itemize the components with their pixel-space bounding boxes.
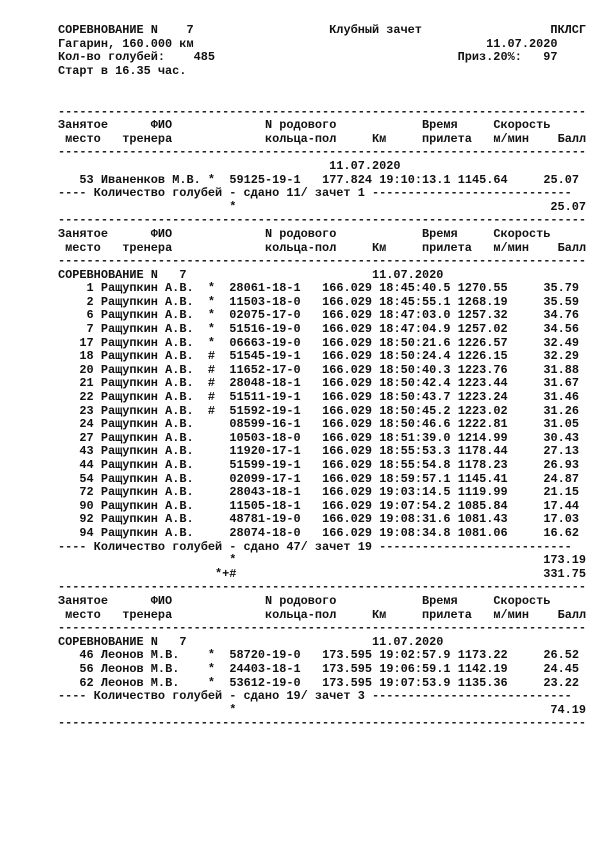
arrival-time: 18:45:55.1	[379, 294, 451, 309]
mark: *	[207, 172, 216, 187]
header-line-4	[58, 65, 586, 79]
speed: 1223.44	[457, 376, 508, 391]
points: 35.79	[543, 281, 579, 296]
points: 24.87	[543, 471, 580, 486]
race-report	[58, 24, 586, 731]
col-speed-sub: м/мин	[493, 607, 530, 622]
points: 31.88	[543, 362, 580, 377]
trainer-name: Ращупкин А.В.	[100, 417, 194, 432]
speed: 1270.55	[457, 281, 508, 296]
ring-number: 51599-19-1	[229, 458, 301, 472]
place: 90	[79, 498, 94, 513]
speed: 1119.99	[457, 485, 508, 500]
total-line	[58, 704, 586, 718]
col-time-sub: прилета	[421, 240, 472, 255]
header-line-3	[58, 51, 586, 65]
arrival-time: 18:50:21.6	[379, 335, 451, 350]
ring-number: 59125-19-1	[229, 172, 301, 187]
section-date: 11.07.2020	[329, 158, 401, 173]
blank-line	[58, 78, 586, 92]
ring-number: 58720-19-0	[229, 648, 301, 663]
points: 32.29	[543, 349, 580, 364]
section-competition-number: 7	[179, 267, 187, 282]
place: 92	[79, 512, 94, 527]
speed: 1145.64	[457, 172, 508, 187]
trainer-name: Ращупкин А.В.	[100, 444, 194, 459]
distance-km: 166.029	[322, 512, 373, 527]
mark: #	[207, 390, 216, 405]
section-date: 11.07.2020	[372, 267, 444, 282]
place: 62	[79, 675, 94, 690]
points: 31.26	[543, 403, 580, 418]
points: 27.13	[543, 444, 580, 459]
mark: *	[207, 335, 216, 350]
trainer-name: Ращупкин А.В.	[100, 485, 194, 500]
ring-number: 53612-19-0	[229, 675, 301, 690]
summary-line: ---- Количество голубей - сдано 47/ зачет 19 ---------------------------	[58, 539, 572, 554]
rule: --------------------------------------------------------------------------	[58, 104, 587, 119]
arrival-time: 19:10:13.1	[379, 172, 451, 187]
mark: #	[207, 362, 216, 377]
distance-km: 177.824	[322, 172, 373, 187]
distance-km: 166.029	[322, 444, 373, 459]
distance-km: 166.029	[322, 458, 373, 472]
column-header-2	[58, 609, 586, 623]
mark: *	[207, 661, 216, 676]
points: 26.93	[543, 458, 580, 472]
arrival-time: 19:07:54.2	[379, 498, 451, 513]
distance-km: 173.595	[322, 661, 373, 676]
col-time: Время	[421, 118, 458, 133]
speed: 1178.44	[457, 444, 508, 459]
points: 26.52	[543, 648, 580, 663]
section-competition: СОРЕВНОВАНИЕ N	[58, 267, 158, 282]
trainer-name: Ращупкин А.В.	[100, 471, 194, 486]
speed: 1226.57	[457, 335, 508, 350]
column-header-2	[58, 133, 586, 147]
result-row	[58, 405, 586, 419]
speed: 1081.06	[457, 525, 508, 540]
place: 6	[86, 308, 94, 323]
col-ring-sub: кольца-пол	[264, 607, 337, 622]
speed: 1145.41	[457, 471, 508, 486]
speed: 1214.99	[457, 430, 508, 445]
result-row	[58, 296, 586, 310]
arrival-time: 18:59:57.1	[379, 471, 451, 486]
column-header-1	[58, 119, 586, 133]
points: 31.05	[543, 417, 580, 432]
points: 23.22	[543, 675, 580, 690]
ring-number: 10503-18-0	[229, 430, 301, 445]
points: 34.76	[543, 308, 579, 323]
points: 17.03	[543, 512, 580, 527]
trainer-name: Ращупкин А.В.	[100, 349, 194, 364]
col-time-sub: прилета	[421, 607, 472, 622]
distance-km: 166.029	[322, 485, 373, 500]
speed: 1081.43	[457, 512, 508, 527]
col-time: Время	[421, 593, 458, 608]
rule: --------------------------------------------------------------------------	[58, 580, 587, 595]
ring-number: 51516-19-0	[229, 322, 301, 337]
distance-km: 166.029	[322, 390, 373, 405]
trainer-name: Ращупкин А.В.	[100, 403, 194, 418]
col-ring: N родового	[264, 226, 337, 241]
col-speed: Скорость	[493, 226, 551, 241]
col-place: Занятое	[58, 118, 108, 133]
total-line	[58, 201, 586, 215]
summary-line: ---- Количество голубей - сдано 19/ зачет 3 ----------------------------	[58, 689, 572, 704]
col-speed-sub: м/мин	[493, 240, 530, 255]
distance-km: 166.029	[322, 335, 373, 350]
trainer-name: Ращупкин А.В.	[100, 362, 194, 377]
col-place: Занятое	[58, 593, 108, 608]
col-km: Км	[372, 131, 387, 146]
mark: *	[207, 675, 216, 690]
place: 56	[79, 661, 94, 676]
speed: 1142.19	[457, 661, 508, 676]
col-ring-sub: кольца-пол	[264, 240, 337, 255]
points: 34.56	[543, 322, 579, 337]
result-row	[58, 473, 586, 487]
place: 53	[79, 172, 94, 187]
arrival-time: 18:50:43.7	[379, 390, 451, 405]
speed: 1257.32	[457, 308, 508, 323]
total-line	[58, 554, 586, 568]
distance-km: 166.029	[322, 322, 373, 337]
summary	[58, 187, 586, 201]
total-points: 331.75	[543, 566, 587, 581]
start-time: Старт в 16.35 час.	[58, 63, 187, 78]
distance-km: 166.029	[322, 525, 373, 540]
total-mark: *	[229, 702, 237, 717]
trainer-name: Ращупкин А.В.	[100, 308, 194, 323]
place: 44	[79, 458, 94, 472]
total-mark: *+#	[214, 566, 237, 581]
total-points: 25.07	[550, 199, 587, 214]
distance-km: 166.029	[322, 294, 373, 309]
result-row	[58, 391, 586, 405]
arrival-time: 18:50:40.3	[379, 362, 451, 377]
trainer-name: Ращупкин А.В.	[100, 281, 194, 296]
prize-count: 97	[543, 50, 558, 65]
col-name: ФИО	[150, 118, 173, 133]
col-name: ФИО	[150, 593, 173, 608]
speed: 1085.84	[457, 498, 508, 513]
ring-number: 28061-18-1	[229, 281, 301, 296]
col-speed: Скорость	[493, 593, 551, 608]
mark: #	[207, 349, 216, 364]
summary	[58, 690, 586, 704]
result-row	[58, 445, 586, 459]
arrival-time: 19:08:34.8	[379, 525, 451, 540]
mark: *	[207, 648, 216, 663]
rule: --------------------------------------------------------------------------	[58, 145, 587, 160]
report-title: Клубный зачет	[329, 23, 422, 37]
pigeon-count: 485	[193, 50, 216, 65]
col-ring-sub: кольца-пол	[264, 131, 337, 146]
rule: --------------------------------------------------------------------------	[58, 254, 587, 269]
place: 18	[79, 349, 94, 364]
summary-line: ---- Количество голубей - сдано 11/ зачет 1 ----------------------------	[58, 186, 572, 201]
ring-number: 51545-19-1	[229, 349, 301, 364]
result-row	[58, 337, 586, 351]
trainer-name: Иваненков М.В.	[100, 172, 201, 187]
col-points: Балл	[557, 607, 587, 622]
trainer-name: Ращупкин А.В.	[100, 335, 194, 350]
trainer-name: Леонов М.В.	[100, 648, 180, 663]
trainer-name: Леонов М.В.	[100, 675, 180, 690]
release-location: Гагарин, 160.000 км	[58, 36, 194, 51]
place: 46	[79, 648, 94, 663]
points: 30.43	[543, 430, 580, 445]
distance-km: 166.029	[322, 376, 373, 391]
place: 17	[79, 335, 94, 350]
points: 17.44	[543, 498, 580, 513]
place: 43	[79, 444, 94, 459]
ring-number: 11505-18-1	[229, 498, 301, 513]
place: 27	[79, 430, 94, 445]
trainer-name: Ращупкин А.В.	[100, 498, 194, 513]
place: 72	[79, 485, 94, 500]
ring-number: 28074-18-0	[229, 525, 301, 540]
ring-number: 28043-18-1	[229, 485, 301, 500]
ring-number: 11652-17-0	[229, 362, 301, 377]
ring-number: 28048-18-1	[229, 376, 301, 391]
place: 94	[79, 525, 94, 540]
speed: 1223.24	[457, 390, 508, 405]
ring-number: 11920-17-1	[229, 444, 301, 459]
total-points: 173.19	[543, 553, 587, 568]
points: 24.45	[543, 661, 580, 676]
col-km: Км	[372, 240, 387, 255]
points: 32.49	[543, 335, 580, 350]
ring-number: 08599-16-1	[229, 417, 301, 432]
speed: 1173.22	[457, 648, 508, 663]
ring-number: 51511-19-1	[229, 390, 301, 405]
result-row	[58, 309, 586, 323]
result-row	[58, 459, 586, 473]
speed: 1226.15	[457, 349, 508, 364]
competition-label: СОРЕВНОВАНИЕ N	[58, 23, 158, 37]
arrival-time: 18:51:39.0	[379, 430, 451, 445]
place: 1	[86, 281, 94, 296]
arrival-time: 19:06:59.1	[379, 661, 451, 676]
arrival-time: 18:47:03.0	[379, 308, 451, 323]
ring-number: 02075-17-0	[229, 308, 301, 323]
section-date: 11.07.2020	[372, 634, 444, 649]
mark: *	[207, 281, 216, 296]
column-header-2	[58, 242, 586, 256]
arrival-time: 18:45:40.5	[379, 281, 451, 296]
blank-line	[58, 92, 586, 106]
speed: 1135.36	[457, 675, 508, 690]
distance-km: 166.029	[322, 498, 373, 513]
trainer-name: Ращупкин А.В.	[100, 458, 194, 472]
place: 23	[79, 403, 94, 418]
distance-km: 166.029	[322, 403, 373, 418]
place: 21	[79, 376, 94, 391]
col-speed: Скорость	[493, 118, 551, 133]
ring-number: 24403-18-1	[229, 661, 301, 676]
speed: 1178.23	[457, 458, 508, 472]
section-competition: СОРЕВНОВАНИЕ N	[58, 634, 158, 649]
rule: --------------------------------------------------------------------------	[58, 213, 587, 228]
result-row	[58, 377, 586, 391]
points: 35.59	[543, 294, 579, 309]
arrival-time: 19:08:31.6	[379, 512, 451, 527]
distance-km: 166.029	[322, 308, 373, 323]
col-time-sub: прилета	[421, 131, 472, 146]
summary	[58, 541, 586, 555]
points: 16.62	[543, 525, 580, 540]
distance-km: 166.029	[322, 471, 373, 486]
ring-number: 02099-17-1	[229, 471, 301, 486]
section-title	[58, 636, 586, 650]
pigeon-count-label: Кол-во голубей:	[58, 50, 166, 65]
col-km: Км	[372, 607, 387, 622]
mark: #	[207, 376, 216, 391]
col-place-sub: место	[65, 131, 101, 146]
speed: 1223.76	[457, 362, 508, 377]
result-row	[58, 282, 586, 296]
place: 20	[79, 362, 94, 377]
col-time: Время	[421, 226, 458, 241]
speed: 1222.81	[457, 417, 508, 432]
trainer-name: Ращупкин А.В.	[100, 430, 194, 445]
organization: ПКЛСГ	[550, 23, 587, 37]
arrival-time: 19:03:14.5	[379, 485, 451, 500]
result-row	[58, 486, 586, 500]
mark: *	[207, 322, 216, 337]
arrival-time: 18:47:04.9	[379, 322, 451, 337]
rule: --------------------------------------------------------------------------	[58, 621, 587, 636]
points: 21.15	[543, 485, 580, 500]
result-row	[58, 418, 586, 432]
trainer-name: Ращупкин А.В.	[100, 390, 194, 405]
distance-km: 173.595	[322, 675, 373, 690]
col-name-sub: тренера	[122, 607, 173, 622]
result-row	[58, 364, 586, 378]
ring-number: 06663-19-0	[229, 335, 301, 350]
col-place-sub: место	[65, 607, 101, 622]
trainer-name: Леонов М.В.	[100, 661, 180, 676]
section-title	[58, 160, 586, 174]
header-line-1	[58, 24, 586, 38]
rule: --------------------------------------------------------------------------	[58, 716, 587, 731]
arrival-time: 19:02:57.9	[379, 648, 451, 663]
result-row	[58, 432, 586, 446]
mark: #	[207, 403, 216, 418]
points: 31.67	[543, 376, 580, 391]
trainer-name: Ращупкин А.В.	[100, 512, 194, 527]
ring-number: 11503-18-0	[229, 294, 301, 309]
column-header-1	[58, 228, 586, 242]
arrival-time: 18:55:53.3	[379, 444, 451, 459]
ring-number: 51592-19-1	[229, 403, 301, 418]
arrival-time: 18:50:42.4	[379, 376, 451, 391]
place: 22	[79, 390, 94, 405]
result-row	[58, 350, 586, 364]
result-row	[58, 323, 586, 337]
col-place-sub: место	[65, 240, 101, 255]
result-row	[58, 513, 586, 527]
col-place: Занятое	[58, 226, 108, 241]
distance-km: 173.595	[322, 648, 373, 663]
speed: 1268.19	[457, 294, 508, 309]
arrival-time: 18:50:45.2	[379, 403, 451, 418]
section-title	[58, 269, 586, 283]
distance-km: 166.029	[322, 281, 373, 296]
place: 54	[79, 471, 94, 486]
trainer-name: Ращупкин А.В.	[100, 525, 194, 540]
trainer-name: Ращупкин А.В.	[100, 294, 194, 309]
place: 24	[79, 417, 94, 432]
section-competition-number: 7	[179, 634, 187, 649]
col-ring: N родового	[264, 593, 337, 608]
speed: 1257.02	[457, 322, 508, 337]
ring-number: 48781-19-0	[229, 512, 301, 527]
prize-label: Приз.20%:	[457, 50, 522, 65]
report-date: 11.07.2020	[486, 36, 558, 51]
col-points: Балл	[557, 131, 587, 146]
col-name: ФИО	[150, 226, 173, 241]
arrival-time: 19:07:53.9	[379, 675, 451, 690]
distance-km: 166.029	[322, 430, 373, 445]
trainer-name: Ращупкин А.В.	[100, 376, 194, 391]
points: 25.07	[543, 172, 580, 187]
points: 31.46	[543, 390, 580, 405]
total-mark: *	[229, 553, 237, 568]
col-name-sub: тренера	[122, 131, 173, 146]
result-row	[58, 527, 586, 541]
col-speed-sub: м/мин	[493, 131, 530, 146]
distance-km: 166.029	[322, 362, 373, 377]
competition-number: 7	[186, 23, 194, 37]
distance-km: 166.029	[322, 417, 373, 432]
mark: *	[207, 294, 216, 309]
col-ring: N родового	[264, 118, 337, 133]
arrival-time: 18:50:46.6	[379, 417, 451, 432]
total-mark: *	[229, 199, 237, 214]
place: 7	[86, 322, 94, 337]
trainer-name: Ращупкин А.В.	[100, 322, 194, 337]
result-row	[58, 663, 586, 677]
arrival-time: 18:50:24.4	[379, 349, 451, 364]
mark: *	[207, 308, 216, 323]
column-header-1	[58, 595, 586, 609]
result-row	[58, 500, 586, 514]
col-points: Балл	[557, 240, 587, 255]
speed: 1223.02	[457, 403, 508, 418]
total-line	[58, 568, 586, 582]
result-row	[58, 649, 586, 663]
distance-km: 166.029	[322, 349, 373, 364]
col-name-sub: тренера	[122, 240, 173, 255]
arrival-time: 18:55:54.8	[379, 458, 451, 472]
total-points: 74.19	[550, 702, 587, 717]
place: 2	[86, 294, 94, 309]
